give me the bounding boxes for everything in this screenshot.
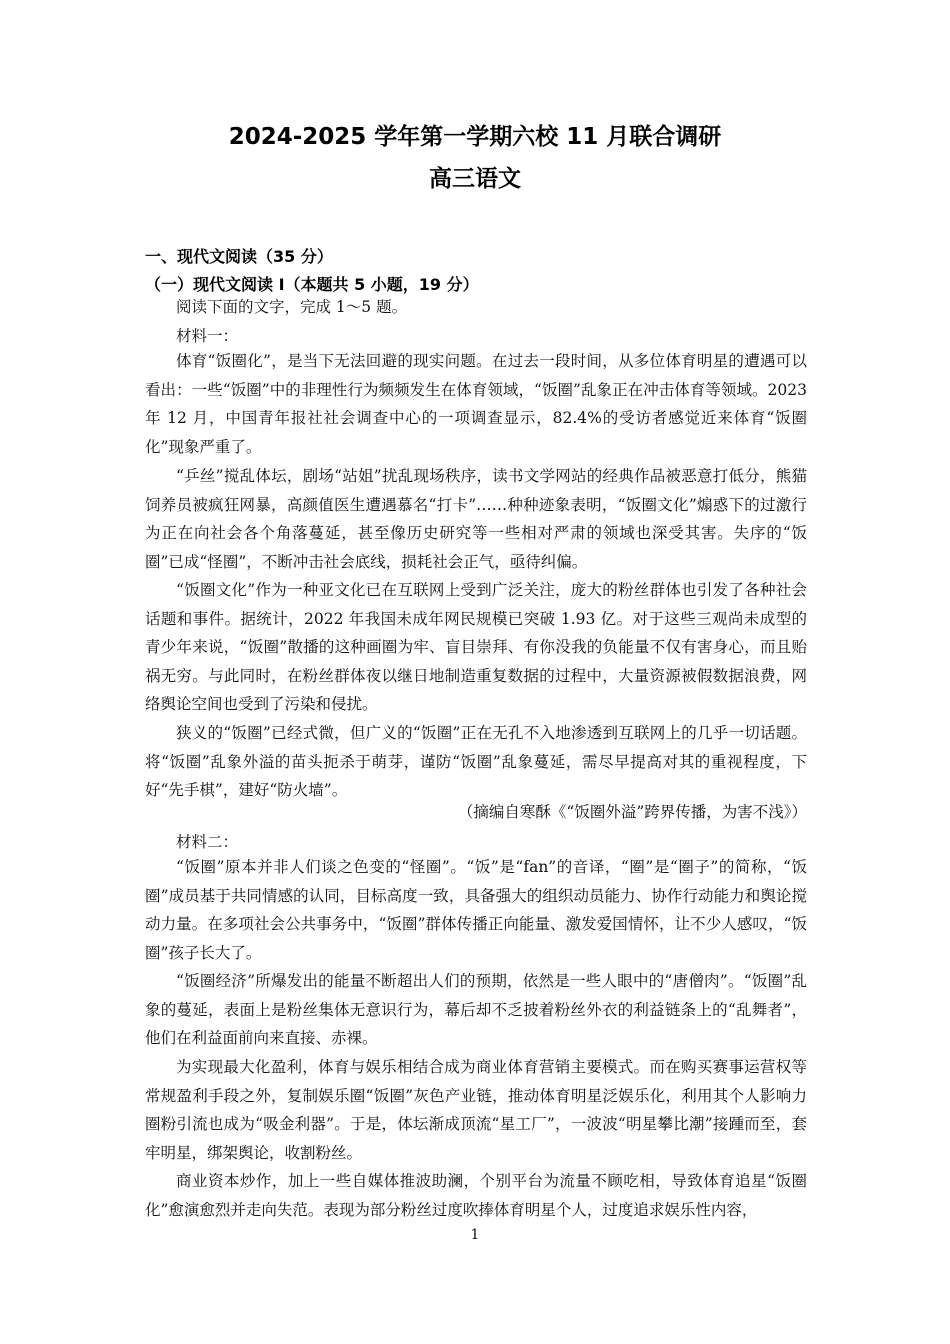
material2-paragraph: “饭圈经济”所爆发出的能量不断超出人们的预期，依然是一些人眼中的“唐僧肉”。“饭圈”乱象的蔓延，表面上是粉丝集体无意识行为，幕后却不乏披着粉丝外衣的利益链条上的“乱舞者”，他们在利益面前向来直接、赤裸。 <box>145 972 807 1048</box>
material1-label: 材料一： <box>176 327 239 345</box>
sub-section-heading: （一）现代文阅读 I（本题共 5 小题，19 分） <box>145 275 479 294</box>
material2-label: 材料二： <box>176 833 239 851</box>
material2-paragraph: 商业资本炒作，加上一些自媒体推波助澜，个别平台为流量不顾吃相，导致体育追星“饭圈化”愈演愈烈并走向失范。表现为部分粉丝过度吹捧体育明星个人，过度追求娱乐性内容， <box>145 1172 807 1219</box>
exam-subject: 高三语文 <box>429 166 521 192</box>
material2-paragraph: “饭圈”原本并非人们谈之色变的“怪圈”。“饭”是“fan”的音译，“圈”是“圈子”的简称，“饭圈”成员基于共同情感的认同，目标高度一致，具备强大的组织动员能力、协作行动能力和舆论搅动力量。在多项社会公共事务中，“饭圈”群体传播正向能量、激发爱国情怀，让不少人感叹，“饭圈”孩子长大了。 <box>145 858 807 962</box>
material2-paragraph: 为实现最大化盈利，体育与娱乐相结合成为商业体育营销主要模式。而在购买赛事运营权等常规盈利手段之外，复制娱乐圈“饭圈”灰色产业链，推动体育明星泛娱乐化，利用其个人影响力圈粉引流也成为“吸金利器”。于是，体坛渐成顶流“星工厂”，一波波“明星攀比潮”接踵而至，套牢明星，绑架舆论，收割粉丝。 <box>145 1058 807 1162</box>
material1-paragraph: “乒丝”搅乱体坛，剧场“站姐”扰乱现场秩序，读书文学网站的经典作品被恶意打低分，熊猫饲养员被疯狂网暴，高颜值医生遭遇慕名“打卡”……种种迹象表明，“饭圈文化”煽惑下的过激行为正在向社会各个角落蔓延，甚至像历史研究等一些相对严肃的领域也深受其害。失序的“饭圈”已成“怪圈”，不断冲击社会底线，损耗社会正气，亟待纠偏。 <box>145 467 807 571</box>
material1-source: （摘编自寒酥《“饭圈外溢”跨界传播，为害不浅》） <box>457 803 807 821</box>
material1-paragraph: “饭圈文化”作为一种亚文化已在互联网上受到广泛关注，庞大的粉丝群体也引发了各种社会话题和事件。据统计，2022 年我国未成年网民规模已突破 1.93 亿。对于这些三观尚未成型的青少年来说，“饭圈”散播的这种画圈为牢、盲目崇拜、有你没我的负能量不仅有害身心，而且贻祸无穷。与此同时，在粉丝群体夜以继日地制造重复数据的过程中，大量资源被假数据浪费，网络舆论空间也受到了污染和侵扰。 <box>145 581 807 714</box>
section-heading: 一、现代文阅读（35 分） <box>145 247 333 266</box>
material1-paragraph: 体育“饭圈化”，是当下无法回避的现实问题。在过去一段时间，从多位体育明星的遭遇可以看出：一些“饭圈”中的非理性行为频频发生在体育领域，“饭圈”乱象正在冲击体育等领域。2023 年 12 月，中国青年报社社会调查中心的一项调查显示，82.4%的受访者感觉近来体育“饭圈化”现象严重了。 <box>145 352 807 456</box>
page-number: 1 <box>470 1227 480 1243</box>
material1-paragraph: 狭义的“饭圈”已经式微，但广义的“饭圈”正在无孔不入地渗透到互联网上的几乎一切话题。将“饭圈”乱象外溢的苗头扼杀于萌芽，谨防“饭圈”乱象蔓延，需尽早提高对其的重视程度，下好“先手棋”，建好“防火墙”。 <box>145 724 807 800</box>
exam-title: 2024-2025 学年第一学期六校 11 月联合调研 <box>228 124 722 150</box>
instruction-text: 阅读下面的文字，完成 1～5 题。 <box>176 298 408 316</box>
